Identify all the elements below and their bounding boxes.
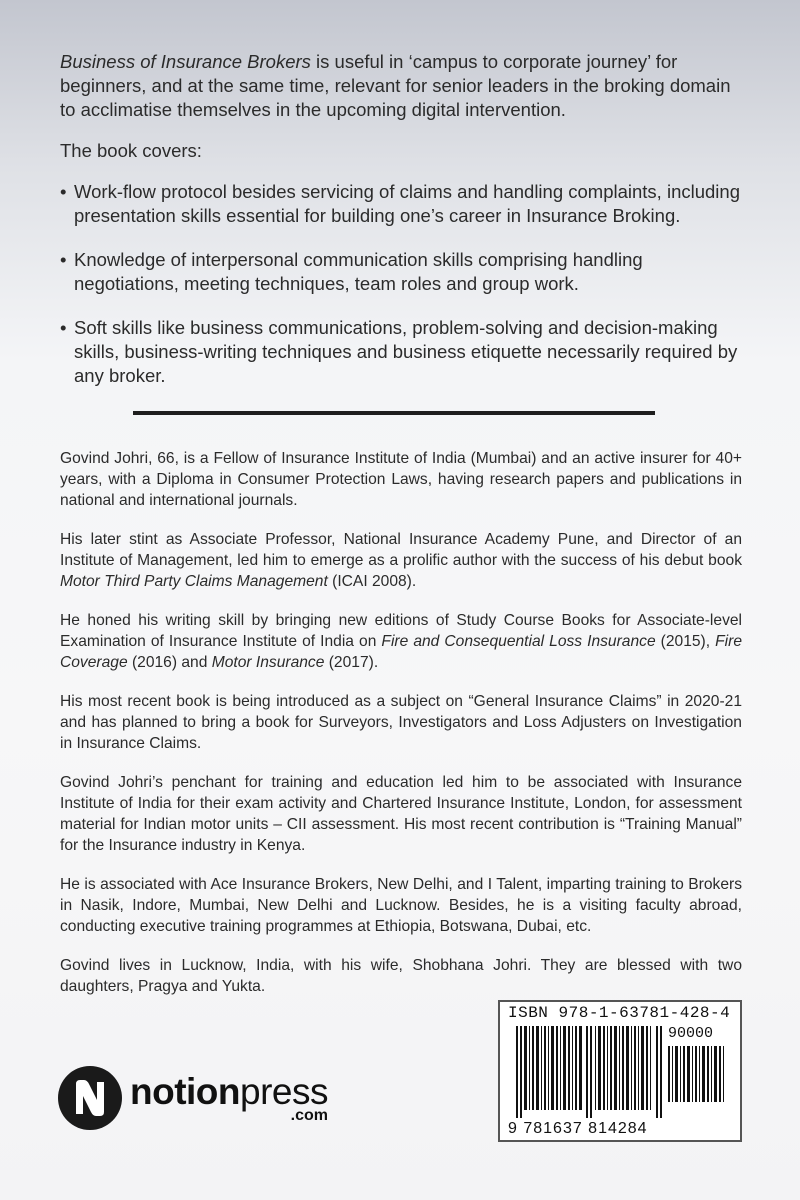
bio-paragraph: Govind Johri, 66, is a Fellow of Insurance Institute of India (Mumbai) and an active insurer for 40+ years, with a Diploma in Consumer Protection Laws, having research papers and publications in national and international journals. <box>60 450 742 509</box>
author-bio <box>60 448 742 1015</box>
bio-text: (2016) and <box>127 654 212 671</box>
covers-item: • Soft skills like business communications, problem-solving and decision-making skills, business-writing techniques and business etiquette necessarily required by any broker. <box>60 316 740 388</box>
barcode-bars <box>516 1026 666 1118</box>
book-title: Business of Insurance Brokers <box>60 51 311 72</box>
publisher-domain: .com <box>290 1107 328 1124</box>
bio-text: (2015), <box>655 633 716 650</box>
bio-text: (ICAI 2008). <box>327 573 417 590</box>
logo-n-icon <box>70 1076 110 1120</box>
publisher-name <box>130 1072 328 1112</box>
publisher-logo <box>58 1066 328 1130</box>
section-divider <box>133 411 655 415</box>
blurb-section <box>60 50 740 408</box>
price-code: 90000 <box>668 1025 714 1042</box>
blurb-intro-text: is useful in ‘campus to corporate journey’ for beginners, and at the same time, relevant for senior leaders in the broking domain to acclimatise themselves in the upcoming digital intervention. <box>60 51 731 120</box>
bio-book-title: Motor Third Party Claims Management <box>60 573 328 590</box>
isbn-barcode <box>498 1000 742 1142</box>
bio-text: (2017). <box>324 654 379 671</box>
bio-book-title: Motor Insurance <box>211 654 325 671</box>
barcode-number: 9 781637 814284 <box>508 1120 648 1137</box>
bio-text: He honed his writing skill by bringing new editions of Study Course Books for Associate-level Examination of Insurance Institute of India on <box>60 612 742 650</box>
covers-item: • Work-flow protocol besides servicing of claims and handling complaints, including presentation skills essential for building one’s career in Insurance Broking. <box>60 180 740 228</box>
bio-paragraph <box>60 529 742 592</box>
bio-paragraph <box>60 610 742 673</box>
bio-book-title: Fire Coverage <box>60 633 742 671</box>
covers-heading: The book covers: <box>60 140 202 161</box>
bio-text: His later stint as Associate Professor, National Insurance Academy Pune, and Director of an Institute of Management, led him to emerge as a prolific author with the success of his debut book <box>60 531 742 569</box>
bio-paragraph: He is associated with Ace Insurance Brokers, New Delhi, and I Talent, imparting training to Brokers in Nasik, Indore, Mumbai, New Delhi and Lucknow. Besides, he is a visiting faculty abroad, conducting executive training programmes at Ethiopia, Botswana, Dubai, etc. <box>60 876 742 935</box>
bio-book-title: Fire and Consequential Loss Insurance <box>381 633 656 650</box>
bio-paragraph: His most recent book is being introduced as a subject on “General Insurance Claims” in 2020-21 and has planned to bring a book for Surveyors, Investigators and Loss Adjusters on Investigation in Insurance Claims. <box>60 693 742 752</box>
blurb-intro <box>60 50 740 122</box>
publisher-name-light: press <box>240 1071 328 1112</box>
covers-list <box>60 180 740 388</box>
covers-item: • Knowledge of interpersonal communication skills comprising handling negotiations, meeting techniques, team roles and group work. <box>60 248 740 296</box>
publisher-logo-icon <box>58 1066 122 1130</box>
bio-paragraph: Govind lives in Lucknow, India, with his wife, Shobhana Johri. They are blessed with two daughters, Pragya and Yukta. <box>60 957 742 995</box>
bio-paragraph: Govind Johri’s penchant for training and education led him to be associated with Insurance Institute of India for their exam activity and Chartered Insurance Institute, London, for assessment material for Indian motor units – CII assessment. His most recent contribution is “Training Manual” for the Insurance industry in Kenya. <box>60 774 742 854</box>
publisher-name-bold: notion <box>130 1071 241 1112</box>
price-barcode-bars <box>668 1046 728 1102</box>
isbn-label: ISBN 978-1-63781-428-4 <box>508 1004 731 1022</box>
